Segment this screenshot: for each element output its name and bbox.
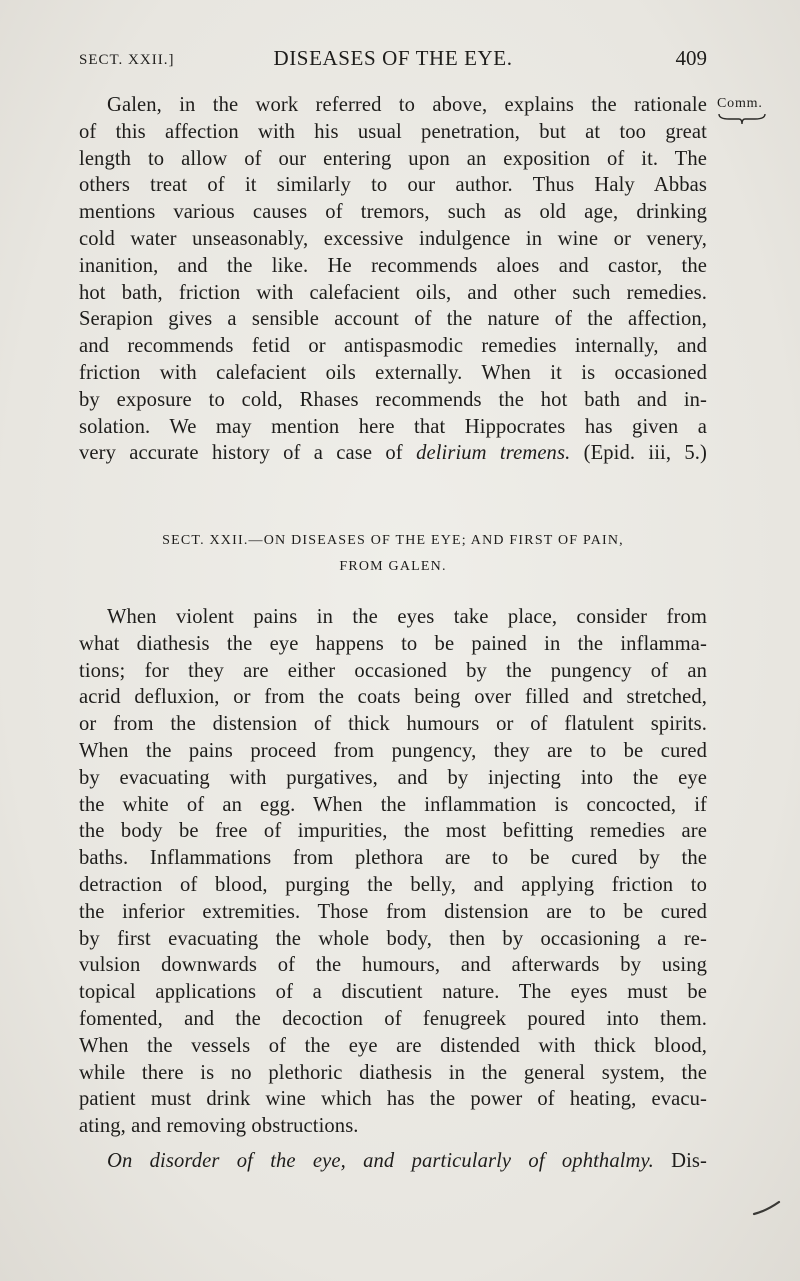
text-line: others treat of it similarly to our author. Thus Haly Abbas [79,174,707,197]
text-line: the white of an egg. When the inflammation is concocted, if [79,793,707,816]
pencil-mark-icon [752,1198,782,1218]
text-line: or from the distension of thick humours or of flatulent spirits. [79,713,707,736]
text-line: When violent pains in the eyes take place, consider from [107,606,707,628]
text-line: topical applications of a discutient nature. The eyes must be [79,981,707,1004]
paragraph-main [79,604,707,1140]
italic-term: delirium tremens. [416,442,571,465]
header-section: SECT. XXII.] [79,52,175,68]
text-line: inanition, and the like. He recommends aloes and castor, the [79,254,707,277]
text-line: the inferior extremities. Those from distension are to be cured [79,900,707,923]
text-line: When the vessels of the eye are distended with thick blood, [79,1034,707,1057]
text-fragment: very accurate history of a case of [79,442,417,465]
text-line: by first evacuating the whole body, then by occasioning a re- [79,927,707,950]
text-line: friction with calefacient oils externally. When it is occasioned [79,361,707,384]
page-number: 409 [675,46,707,70]
text-line: hot bath, friction with calefacient oils, and other such remedies. [79,281,707,304]
text-line: cold water unseasonably, excessive indulgence in wine or venery, [79,227,707,250]
section-heading [79,528,707,580]
text-fragment: Dis- [653,1150,707,1172]
brace-icon [717,112,767,126]
text-line: patient must drink wine which has the power of heating, evacu- [79,1088,707,1111]
text-line: what diathesis the eye happens to be pained in the inflamma- [79,632,707,655]
text-line: When the pains proceed from pungency, they are to be cured [79,739,707,762]
text-line: detraction of blood, purging the belly, and applying friction to [79,873,707,896]
text-line [79,1148,707,1175]
text-line: fomented, and the decoction of fenugreek poured into them. [79,1007,707,1030]
italic-subheading: On disorder of the eye, and particularly of ophthalmy. [107,1150,654,1172]
text-line: tions; for they are either occasioned by the pungency of an [79,659,707,682]
citation: (Epid. iii, 5.) [570,442,707,465]
text-line: the body be free of impurities, the most befitting remedies are [79,820,707,843]
paragraph-commentary [79,92,707,467]
text-line: ating, and removing obstructions. [79,1115,359,1138]
text-line [79,440,707,467]
section-heading-line: SECT. XXII.—ON DISEASES OF THE EYE; AND FIRST OF PAIN, [162,533,624,548]
margin-note: Comm. [717,96,763,111]
text-line: Serapion gives a sensible account of the nature of the affection, [79,308,707,331]
text-line: by exposure to cold, Rhases recommends the hot bath and in- [79,388,707,411]
text-line: mentions various causes of tremors, such as old age, drinking [79,201,707,224]
text-line: vulsion downwards of the humours, and afterwards by using [79,954,707,977]
text-line: length to allow of our entering upon an exposition of it. The [79,147,707,170]
text-line: Galen, in the work referred to above, explains the rationale [107,94,707,116]
paragraph-next [79,1148,707,1175]
header-title: DISEASES OF THE EYE. [273,46,513,70]
text-line: and recommends fetid or antispasmodic remedies internally, and [79,335,707,358]
section-heading-line: FROM GALEN. [339,559,447,574]
text-line: of this affection with his usual penetration, but at too great [79,120,707,143]
text-line: baths. Inflammations from plethora are to be cured by the [79,847,707,870]
running-header [79,46,707,76]
text-line: while there is no plethoric diathesis in the general system, the [79,1061,707,1084]
text-line: solation. We may mention here that Hippocrates has given a [79,415,707,438]
text-line: by evacuating with purgatives, and by injecting into the eye [79,766,707,789]
text-line: acrid defluxion, or from the coats being over filled and stretched, [79,686,707,709]
